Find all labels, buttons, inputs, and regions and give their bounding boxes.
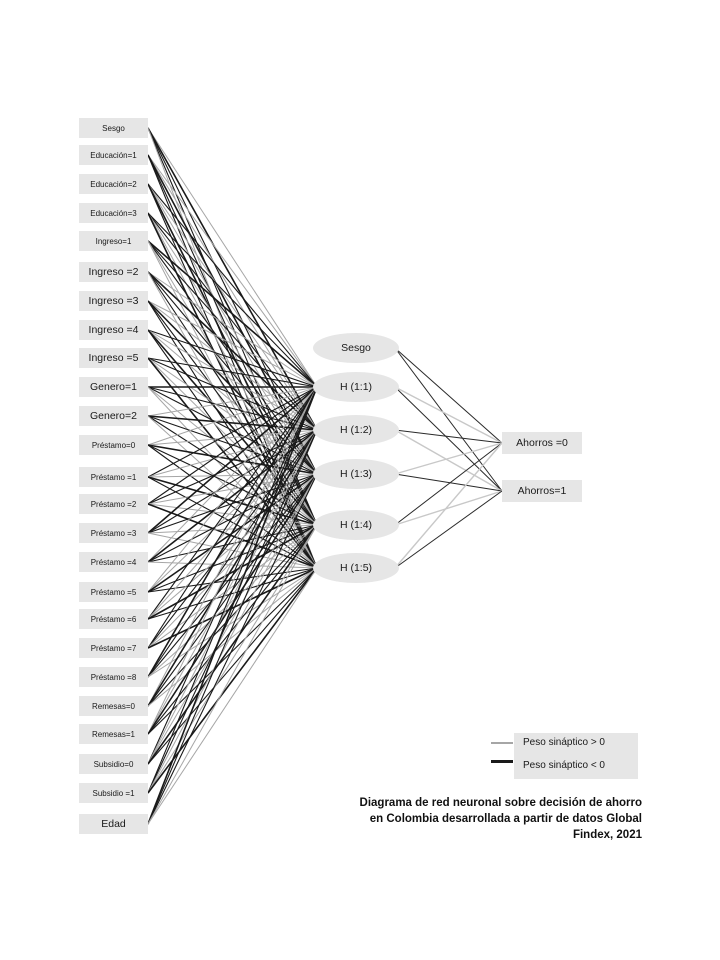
input-node-prestamo-1: Préstamo =1 — [79, 467, 148, 487]
hidden-node-sesgo: Sesgo — [313, 333, 399, 363]
caption-line-2: en Colombia desarrollada a partir de datos Global — [369, 813, 642, 825]
edge-hidden-output — [395, 443, 502, 568]
input-node-subsidio-1: Subsidio =1 — [79, 783, 148, 803]
input-node-educacion-1: Educación=1 — [79, 145, 148, 165]
legend-negative-label: Peso sináptico < 0 — [523, 760, 605, 771]
hidden-node-h2: H (1:2) — [313, 415, 399, 445]
input-node-subsidio-0: Subsidio=0 — [79, 754, 148, 774]
input-node-ingreso-5: Ingreso =5 — [79, 348, 148, 368]
edge-hidden-output — [395, 443, 502, 525]
output-node-ahorros-0: Ahorros =0 — [502, 432, 582, 454]
edge-hidden-output — [395, 491, 502, 525]
caption-line-3: Findex, 2021 — [572, 829, 642, 841]
input-node-prestamo-5: Préstamo =5 — [79, 582, 148, 602]
input-node-prestamo-8: Préstamo =8 — [79, 667, 148, 687]
input-node-ingreso-2: Ingreso =2 — [79, 262, 148, 282]
input-node-genero-1: Genero=1 — [79, 377, 148, 397]
hidden-node-h4: H (1:4) — [313, 510, 399, 540]
input-node-sesgo: Sesgo — [79, 118, 148, 138]
hidden-node-h5: H (1:5) — [313, 553, 399, 583]
input-node-edad: Edad — [79, 814, 148, 834]
hidden-node-h1: H (1:1) — [313, 372, 399, 402]
edge-hidden-output — [395, 430, 502, 443]
edge-input-hidden — [148, 474, 317, 824]
input-node-prestamo-4: Préstamo =4 — [79, 552, 148, 572]
input-node-ingreso-3: Ingreso =3 — [79, 291, 148, 311]
input-node-educacion-2: Educación=2 — [79, 174, 148, 194]
edge-input-hidden — [148, 387, 317, 445]
input-node-remesas-0: Remesas=0 — [79, 696, 148, 716]
hidden-node-h3: H (1:3) — [313, 459, 399, 489]
edge-input-hidden — [148, 568, 317, 734]
input-node-ingreso-1: Ingreso=1 — [79, 231, 148, 251]
input-node-prestamo-6: Préstamo =6 — [79, 609, 148, 629]
legend-negative-swatch — [491, 760, 513, 763]
input-node-educacion-3: Educación=3 — [79, 203, 148, 223]
input-node-ingreso-4: Ingreso =4 — [79, 320, 148, 340]
edge-input-hidden — [148, 184, 317, 387]
input-node-genero-2: Genero=2 — [79, 406, 148, 426]
edge-input-hidden — [148, 330, 317, 430]
input-node-prestamo-7: Préstamo =7 — [79, 638, 148, 658]
input-node-prestamo-3: Préstamo =3 — [79, 523, 148, 543]
input-node-remesas-1: Remesas=1 — [79, 724, 148, 744]
input-node-prestamo-2: Préstamo =2 — [79, 494, 148, 514]
output-node-ahorros-1: Ahorros=1 — [502, 480, 582, 502]
edge-input-hidden — [148, 213, 317, 430]
caption-line-1: Diagrama de red neuronal sobre decisión de ahorro — [359, 797, 642, 809]
edge-input-hidden — [148, 525, 317, 824]
input-node-prestamo-0: Préstamo=0 — [79, 435, 148, 455]
legend-positive-swatch — [491, 742, 513, 744]
edge-input-hidden — [148, 128, 317, 430]
edge-hidden-output — [395, 491, 502, 568]
legend-positive-label: Peso sináptico > 0 — [523, 737, 605, 748]
figure-caption — [330, 795, 642, 843]
